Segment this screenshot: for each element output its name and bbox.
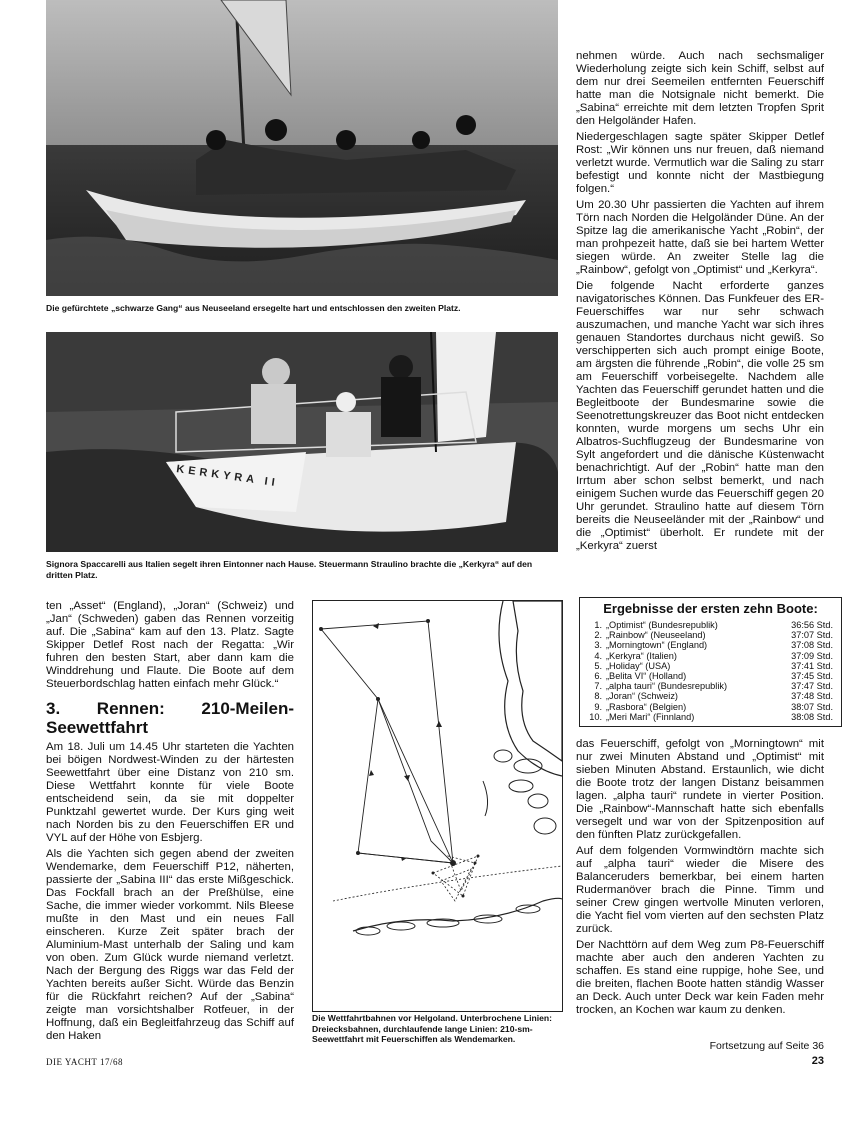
- result-rank: 7.: [594, 681, 602, 692]
- result-rank: 10.: [589, 711, 602, 722]
- footer-magazine: DIE YACHT 17/68: [46, 1057, 123, 1067]
- table-row: [588, 620, 833, 630]
- paragraph: Niedergeschlagen sagte später Skipper Detlef Rost: „Wir können uns nur freuen, daß niemand verletzt wurde. Vermutlich war die Saling zu starr befestigt und konnte nicht der Mastbiegung folgen.“: [576, 131, 824, 195]
- result-boat: „Kerkyra“ (Italien): [606, 650, 677, 661]
- right-column-bottom: [576, 738, 824, 1020]
- result-time: 38:07 Std.: [791, 701, 833, 712]
- course-map-graphic: [313, 601, 562, 1011]
- paragraph: nehmen würde. Auch nach sechsmaliger Wiederholung zeigte sich kein Schiff, selbst auf dem nur drei Seemeilen entfernten Feuerschiff hatte man die Notsignale nicht bemerkt. Die „Sabina“ erreichte mit dem letzten Tropfen Sprit den Helgoländer Hafen.: [576, 50, 824, 127]
- result-rank: 3.: [594, 640, 602, 651]
- photo-top-caption: Die gefürchtete „schwarze Gang“ aus Neuseeland ersegelte hart und entschlossen den zweiten Platz.: [46, 303, 461, 313]
- result-rank: 6.: [594, 671, 602, 682]
- sailboat-photo-icon: [46, 0, 558, 296]
- photo-black-gang: [46, 0, 558, 296]
- result-boat: „Joran“ (Schweiz): [606, 691, 678, 702]
- result-time: 38:08 Std.: [791, 711, 833, 722]
- table-row: [588, 651, 833, 661]
- map-caption: Die Wettfahrtbahnen vor Helgoland. Unterbrochene Linien: Dreiecksbahnen, durchlaufende lange Linien: 210-sm-Seewettfahrt mit Feuerschiffen als Wendemarken.: [312, 1013, 553, 1044]
- result-boat: „alpha tauri“ (Bundesrepublik): [606, 681, 728, 692]
- section-heading: 3. Rennen: 210-Meilen-Seewettfahrt: [46, 699, 294, 737]
- result-rank: 4.: [594, 650, 602, 661]
- table-row: [588, 661, 833, 671]
- course-map: [312, 600, 563, 1012]
- result-time: 37:48 Std.: [791, 691, 833, 702]
- paragraph: Der Nachttörn auf dem Weg zum P8-Feuerschiff machte aber auch den anderen Yachten zu schaffen. Es stand eine ruppige, hohe See, und die breiten, flachen Boote hatten ständig Wasser an Deck. Auch unter Deck war kein Faden mehr trocken, an Kochen war kaum zu denken.: [576, 939, 824, 1016]
- table-row: [588, 681, 833, 691]
- left-column: [46, 600, 294, 1046]
- results-title: Ergebnisse der ersten zehn Boote:: [603, 601, 818, 616]
- table-row: [588, 630, 833, 640]
- right-column-top: [576, 50, 824, 556]
- paragraph: Auf dem folgenden Vormwindtörn machte sich auf „alpha tauri“ wieder die Misere des Balanceruders bemerkbar, bei einem harten Rudermanöver brach die Pinne. Timm und seiner Crew gingen wertvolle Minuten verloren, die Yacht fiel vom vierten auf den sechsten Platz zurück.: [576, 845, 824, 935]
- results-box: [579, 597, 842, 727]
- result-boat: „Morningtown“ (England): [606, 640, 708, 651]
- result-boat: „Rasbora“ (Belgien): [606, 701, 687, 712]
- result-boat: „Holiday“ (USA): [606, 660, 671, 671]
- result-boat: „Belita VI“ (Holland): [606, 671, 687, 682]
- result-rank: 2.: [594, 630, 602, 641]
- coastline-shape: [513, 601, 562, 761]
- photo-kerkyra: [46, 332, 558, 552]
- page-number: 23: [811, 1055, 824, 1067]
- paragraph: Am 18. Juli um 14.45 Uhr starteten die Yachten bei böigen Nordwest-Winden zu der härtesten Seewettfahrt über eine Distanz von 210 sm. Diese Wettfahrt konnte für viele Boote entscheidend sein, da sie mit doppelter Punktzahl gewertet wurde. Der Kurs ging weit nach Norden bis zu den Feuerschiffen ER und VYL auf der Höhe von Esbjerg.: [46, 741, 294, 844]
- continuation-note: Fortsetzung auf Seite 36: [709, 1040, 824, 1052]
- result-boat: „Rainbow“ (Neuseeland): [606, 630, 706, 641]
- result-rank: 1.: [594, 620, 602, 630]
- result-rank: 5.: [594, 660, 602, 671]
- table-row: [588, 712, 833, 722]
- result-rank: 9.: [594, 701, 602, 712]
- result-time: 37:41 Std.: [791, 660, 833, 671]
- result-boat: „Optimist“ (Bundesrepublik): [606, 620, 718, 630]
- result-time: 36:56 Std.: [791, 620, 833, 630]
- photo-middle-caption: Signora Spaccarelli aus Italien segelt ihren Eintonner nach Hause. Steuermann Straulino brachte die „Kerkyra“ auf den dritten Platz.: [46, 559, 533, 580]
- table-row: [588, 671, 833, 681]
- paragraph: Die folgende Nacht erforderte ganzes navigatorisches Können. Das Funkfeuer des ER-Feuerschiffes war nur sehr schwach auszumachen, und manche Yacht war sich ihres genauen Standortes durchaus nicht gewiß. So verschipperten sich auch prompt einige Boote, am ärgsten die führende „Robin“, die volle 25 sm am Feuerschiff vorbeisegelte. Nachdem alle Yachten das Feuerschiff gerundet hatten und die Begleitboote der Bundesmarine sowie die Seenotrettungskreuzer das Boot nicht entdecken konnten, wurde morgens um sechs Uhr ein Albatros-Suchflugzeug der Bundesmarine von Sylt angefordert und die dänische Küstenwacht benachrichtigt. Auf der „Robin“ hatte man den Irrtum aber schon selbst bemerkt, und nach einigem Suchen wurde das Feuerschiff gegen 20 Uhr gerundet. Straulino hatte auf diesem Törn bereits die Neuseeländer mit der „Rainbow“ und die „Optimist“ überholt. Er rundete mit der „Kerkyra“ zuerst: [576, 280, 824, 552]
- table-row: [588, 640, 833, 650]
- table-row: [588, 691, 833, 701]
- result-time: 37:09 Std.: [791, 650, 833, 661]
- paragraph: Um 20.30 Uhr passierten die Yachten auf ihrem Törn nach Norden die Helgoländer Düne. An der Spitze lag die amerikanische Yacht „Robin“, der man prohpezeit hatte, daß sie bei hartem Wetter siegen würde. An zweiter Stelle lag die „Rainbow“, gefolgt von „Optimist“ und „Kerkyra“.: [576, 199, 824, 276]
- table-row: [588, 702, 833, 712]
- result-time: 37:45 Std.: [791, 671, 833, 682]
- kerkyra-boat-name: KERKYRA II: [175, 463, 280, 490]
- kerkyra-photo-icon: [46, 332, 558, 552]
- paragraph: das Feuerschiff, gefolgt von „Morningtown“ mit nur zwei Minuten Abstand und „Optimist“ mit sieben Minuten Abstand. Erstaunlich, wie dicht die Boote trotz der langen Distanz beisammen lagen. „alpha tauri“ rundete in vierter Position. Die „Rainbow“-Mannschaft hatte sich ebenfalls versegelt und war von der Spitzenposition auf den fünften Platz zurückgefallen.: [576, 738, 824, 841]
- paragraph: Als die Yachten sich gegen abend der zweiten Wendemarke, dem Feuerschiff P12, näherten, passierte der „Sabina III“ das erste Mißgeschick. Das Fockfall brach an der Preßhülse, eine Sache, die immer wieder vorkommt. Nils Bleese mußte in den Mast und ein neues Fall einscheren. Kurze Zeit später brach der Aluminium-Mast unterhalb der Saling und kam von oben. Zum Glück wurde niemand verletzt. Nach der Bergung des Riggs war das Feld der Yachten bereits außer Sicht. Würde das Benzin für die Rückfahrt reichen? Auf der „Sabina“ zeigte man vorsichtshalber Rotfeuer, in der Hoffnung, daß ein Begleitfahrzeug das Schiff auf den Haken: [46, 848, 294, 1042]
- result-boat: „Meri Mari“ (Finnland): [606, 711, 695, 722]
- result-time: 37:47 Std.: [791, 681, 833, 692]
- results-table: [588, 620, 833, 722]
- result-rank: 8.: [594, 691, 602, 702]
- paragraph: ten „Asset“ (England), „Joran“ (Schweiz) und „Jan“ (Schweden) gaben das Rennen vorzeitig auf. Die „Sabina“ kam auf den 13. Platz. Sagte Skipper Detlef Rost nach der Regatta: „Wir fuhren den besten Start, aber dann kam die Winddrehung und Flaute. Die Boote auf dem Steuerbordschlag hatten einfach mehr Glück.“: [46, 600, 294, 690]
- result-time: 37:08 Std.: [791, 640, 833, 651]
- result-time: 37:07 Std.: [791, 630, 833, 641]
